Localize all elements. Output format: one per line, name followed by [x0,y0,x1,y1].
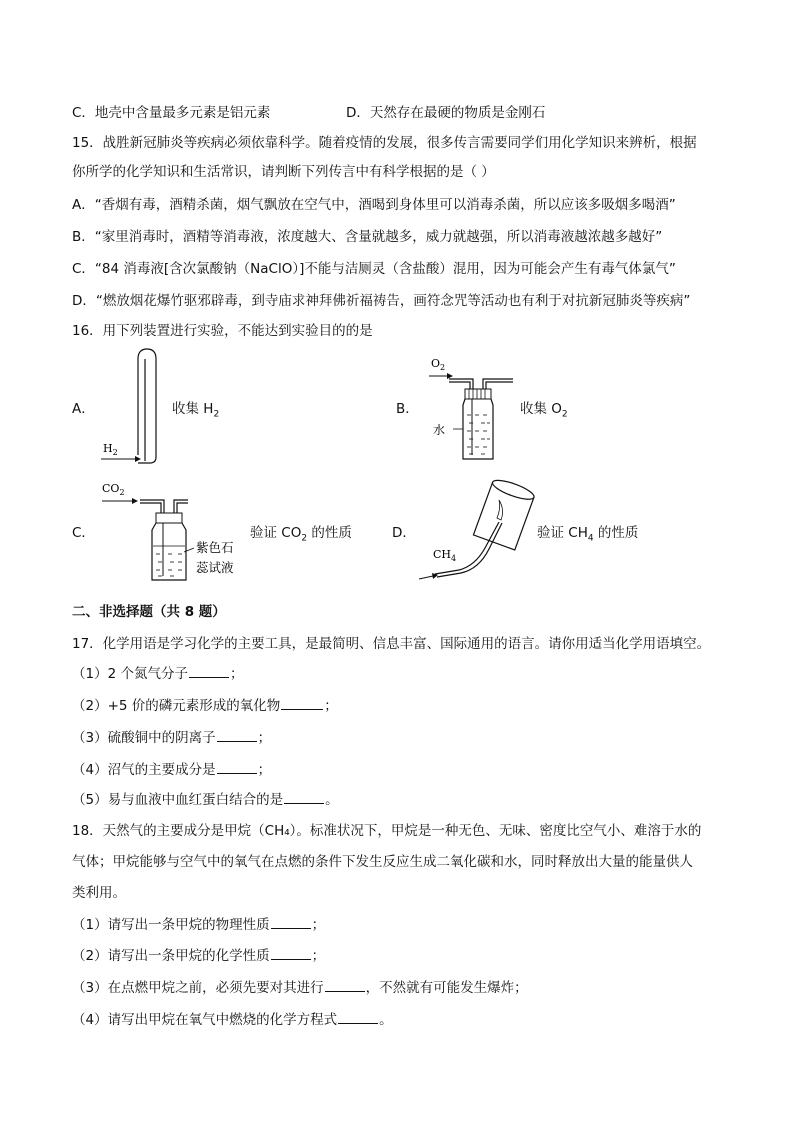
q16-b-apparatus [425,355,535,465]
q15-option-c: C．“84 消毒液[含次氯酸钠（NaClO）]不能与洁厕灵（含盐酸）混用，因为可能会产生有毒气体氯气” [72,261,676,277]
q16-stem: 16．用下列装置进行实验，不能达到实验目的的是 [72,323,373,339]
q15-stem-line2: 你所学的化学知识和生活常识，请判断下列传言中有科学根据的是（ ） [72,164,495,180]
answer-blank[interactable] [271,947,311,960]
q17-item-4: （4）沼气的主要成分是 ； [72,762,272,778]
q16-b-letter: B． [396,401,419,417]
q17-item-3: （3）硫酸铜中的阴离子 ； [72,730,272,746]
q17-item-2: （2）+5 价的磷元素形成的氧化物 ； [72,698,338,714]
q16-b-water-label: 水 [433,423,446,437]
q18-item-2: （2）请写出一条甲烷的化学性质 ； [72,948,326,964]
q16-a-gas: $H_2$ [103,442,118,457]
answer-blank[interactable] [271,916,311,929]
q17-stem: 17．化学用语是学习化学的主要工具，是最简明、信息丰富、国际通用的语言。请你用适当化学用语填空。 [72,636,711,652]
q14-option-c: C．地壳中含量最多元素是铝元素 [72,105,271,121]
q16-b-gas: $O_2$ [431,357,446,372]
q18-item-4: （4）请写出甲烷在氧气中燃烧的化学方程式 。 [72,1012,393,1028]
q16-d-letter: D． [392,525,416,541]
q16-c-letter: C． [72,525,95,541]
answer-blank[interactable] [281,697,323,710]
q15-option-d: D．“燃放烟花爆竹驱邪辟毒，到寺庙求神拜佛祈福祷告，画符念咒等活动也有利于对抗新冠肺炎等疾病” [72,293,691,309]
q16-b-caption: 收集 $O_2$ [520,401,568,420]
answer-blank[interactable] [189,665,229,678]
q18-item-1: （1）请写出一条甲烷的物理性质 ； [72,917,326,933]
answer-blank[interactable] [217,761,257,774]
q18-stem-line3: 类利用。 [72,885,126,901]
q16-d-gas: $CH_4$ [433,548,457,563]
q16-a-caption: 收集 $H_2$ [172,401,220,420]
q17-item-5: （5）易与血液中血红蛋白结合的是 。 [72,792,339,808]
section2-heading: 二、非选择题（共 8 题） [72,604,226,620]
q18-item-3: （3）在点燃甲烷之前，必须先要对其进行 ，不然就有可能发生爆炸； [72,980,528,996]
q16-c-caption: 验证 $CO_2$ 的性质 [250,525,352,544]
answer-blank[interactable] [325,979,365,992]
q16-a-apparatus [95,345,175,470]
answer-blank[interactable] [284,791,324,804]
q16-a-letter: A． [72,401,95,417]
q16-c-apparatus [98,480,248,590]
q16-d-caption: 验证 $CH_4$ 的性质 [537,525,639,544]
answer-blank[interactable] [338,1011,378,1024]
q15-option-a: A．“香烟有毒，酒精杀菌，烟气飘放在空气中，酒喝到身体里可以消毒杀菌，所以应该多吸烟多喝酒” [72,197,676,213]
q17-item-1: （1）2 个氮气分子 ； [72,666,244,682]
q16-d-apparatus [415,478,545,588]
q18-stem-line1: 18．天然气的主要成分是甲烷（CH₄）。标准状况下，甲烷是一种无色、无味、密度比空气小、难溶于水的 [72,823,702,839]
q16-c-liquid-line1: 紫色石 [196,540,234,555]
q18-stem-line2: 气体；甲烷能够与空气中的氧气在点燃的条件下发生反应生成二氧化碳和水，同时释放出大量的能量供人 [72,854,693,870]
q14-option-d: D．天然存在最硬的物质是金刚石 [346,105,546,121]
q15-option-b: B．“家里消毒时，酒精等消毒液，浓度越大、含量就越多，威力就越强，所以消毒液越浓越多越好” [72,229,663,245]
q15-stem-line1: 15．战胜新冠肺炎等疾病必须依靠科学。随着疫情的发展，很多传言需要同学们用化学知识来辨析，根据 [72,135,697,151]
q16-c-gas: $CO_2$ [102,482,125,497]
q16-c-liquid-line2: 蕊试液 [196,560,234,575]
answer-blank[interactable] [217,729,257,742]
